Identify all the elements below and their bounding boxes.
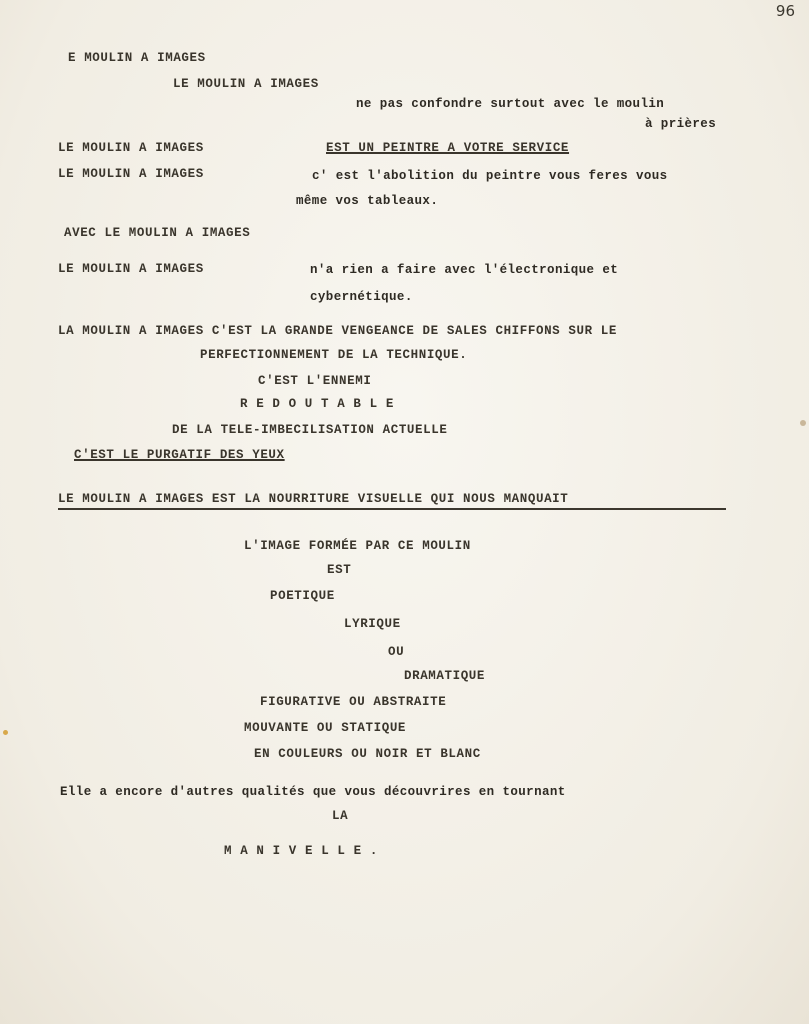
line-32: M A N I V E L L E . (224, 844, 378, 858)
line-17: R E D O U T A B L E (240, 397, 394, 411)
line-6-underlined: EST UN PEINTRE A VOTRE SERVICE (326, 141, 570, 155)
paper-speck (3, 730, 8, 735)
line-20: LE MOULIN A IMAGES EST LA NOURRITURE VISUELLE QUI NOUS MANQUAIT (58, 492, 569, 506)
line-11: LE MOULIN A IMAGES (58, 262, 204, 276)
line-21: L'IMAGE FORMÉE PAR CE MOULIN (244, 539, 471, 553)
line-12: n'a rien a faire avec l'électronique et (310, 263, 619, 277)
line-15: PERFECTIONNEMENT DE LA TECHNIQUE. (200, 348, 468, 362)
line-7: LE MOULIN A IMAGES (58, 167, 204, 181)
line-22: EST (327, 563, 352, 577)
line-10: AVEC LE MOULIN A IMAGES (64, 226, 251, 240)
line-31: LA (332, 809, 349, 823)
line-14: LA MOULIN A IMAGES C'EST LA GRANDE VENGEANCE DE SALES CHIFFONS SUR LE (58, 324, 617, 338)
line-1: E MOULIN A IMAGES (68, 51, 206, 65)
line-2: LE MOULIN A IMAGES (173, 77, 319, 91)
line-3: ne pas confondre surtout avec le moulin (356, 97, 665, 111)
line-29: EN COULEURS OU NOIR ET BLANC (254, 747, 481, 761)
line-26: DRAMATIQUE (404, 669, 486, 683)
line-25: OU (388, 645, 405, 659)
line-18: DE LA TELE-IMBECILISATION ACTUELLE (172, 423, 448, 437)
line-19-underlined: C'EST LE PURGATIF DES YEUX (74, 448, 285, 462)
line-16: C'EST L'ENNEMI (258, 374, 372, 388)
page-number: 96 (775, 2, 795, 20)
line-9: même vos tableaux. (296, 194, 439, 208)
line-24: LYRIQUE (344, 617, 401, 631)
line-23: POETIQUE (270, 589, 335, 603)
line-5: LE MOULIN A IMAGES (58, 141, 204, 155)
line-27: FIGURATIVE OU ABSTRAITE (260, 695, 447, 709)
line-8: c' est l'abolition du peintre vous feres vous (312, 169, 668, 183)
line-28: MOUVANTE OU STATIQUE (244, 721, 407, 735)
paper-speck (800, 420, 806, 426)
underline-rule (58, 508, 726, 510)
line-13: cybernétique. (310, 290, 413, 304)
line-30: Elle a encore d'autres qualités que vous découvrires en tournant (60, 785, 566, 799)
line-4: à prières (645, 117, 717, 131)
